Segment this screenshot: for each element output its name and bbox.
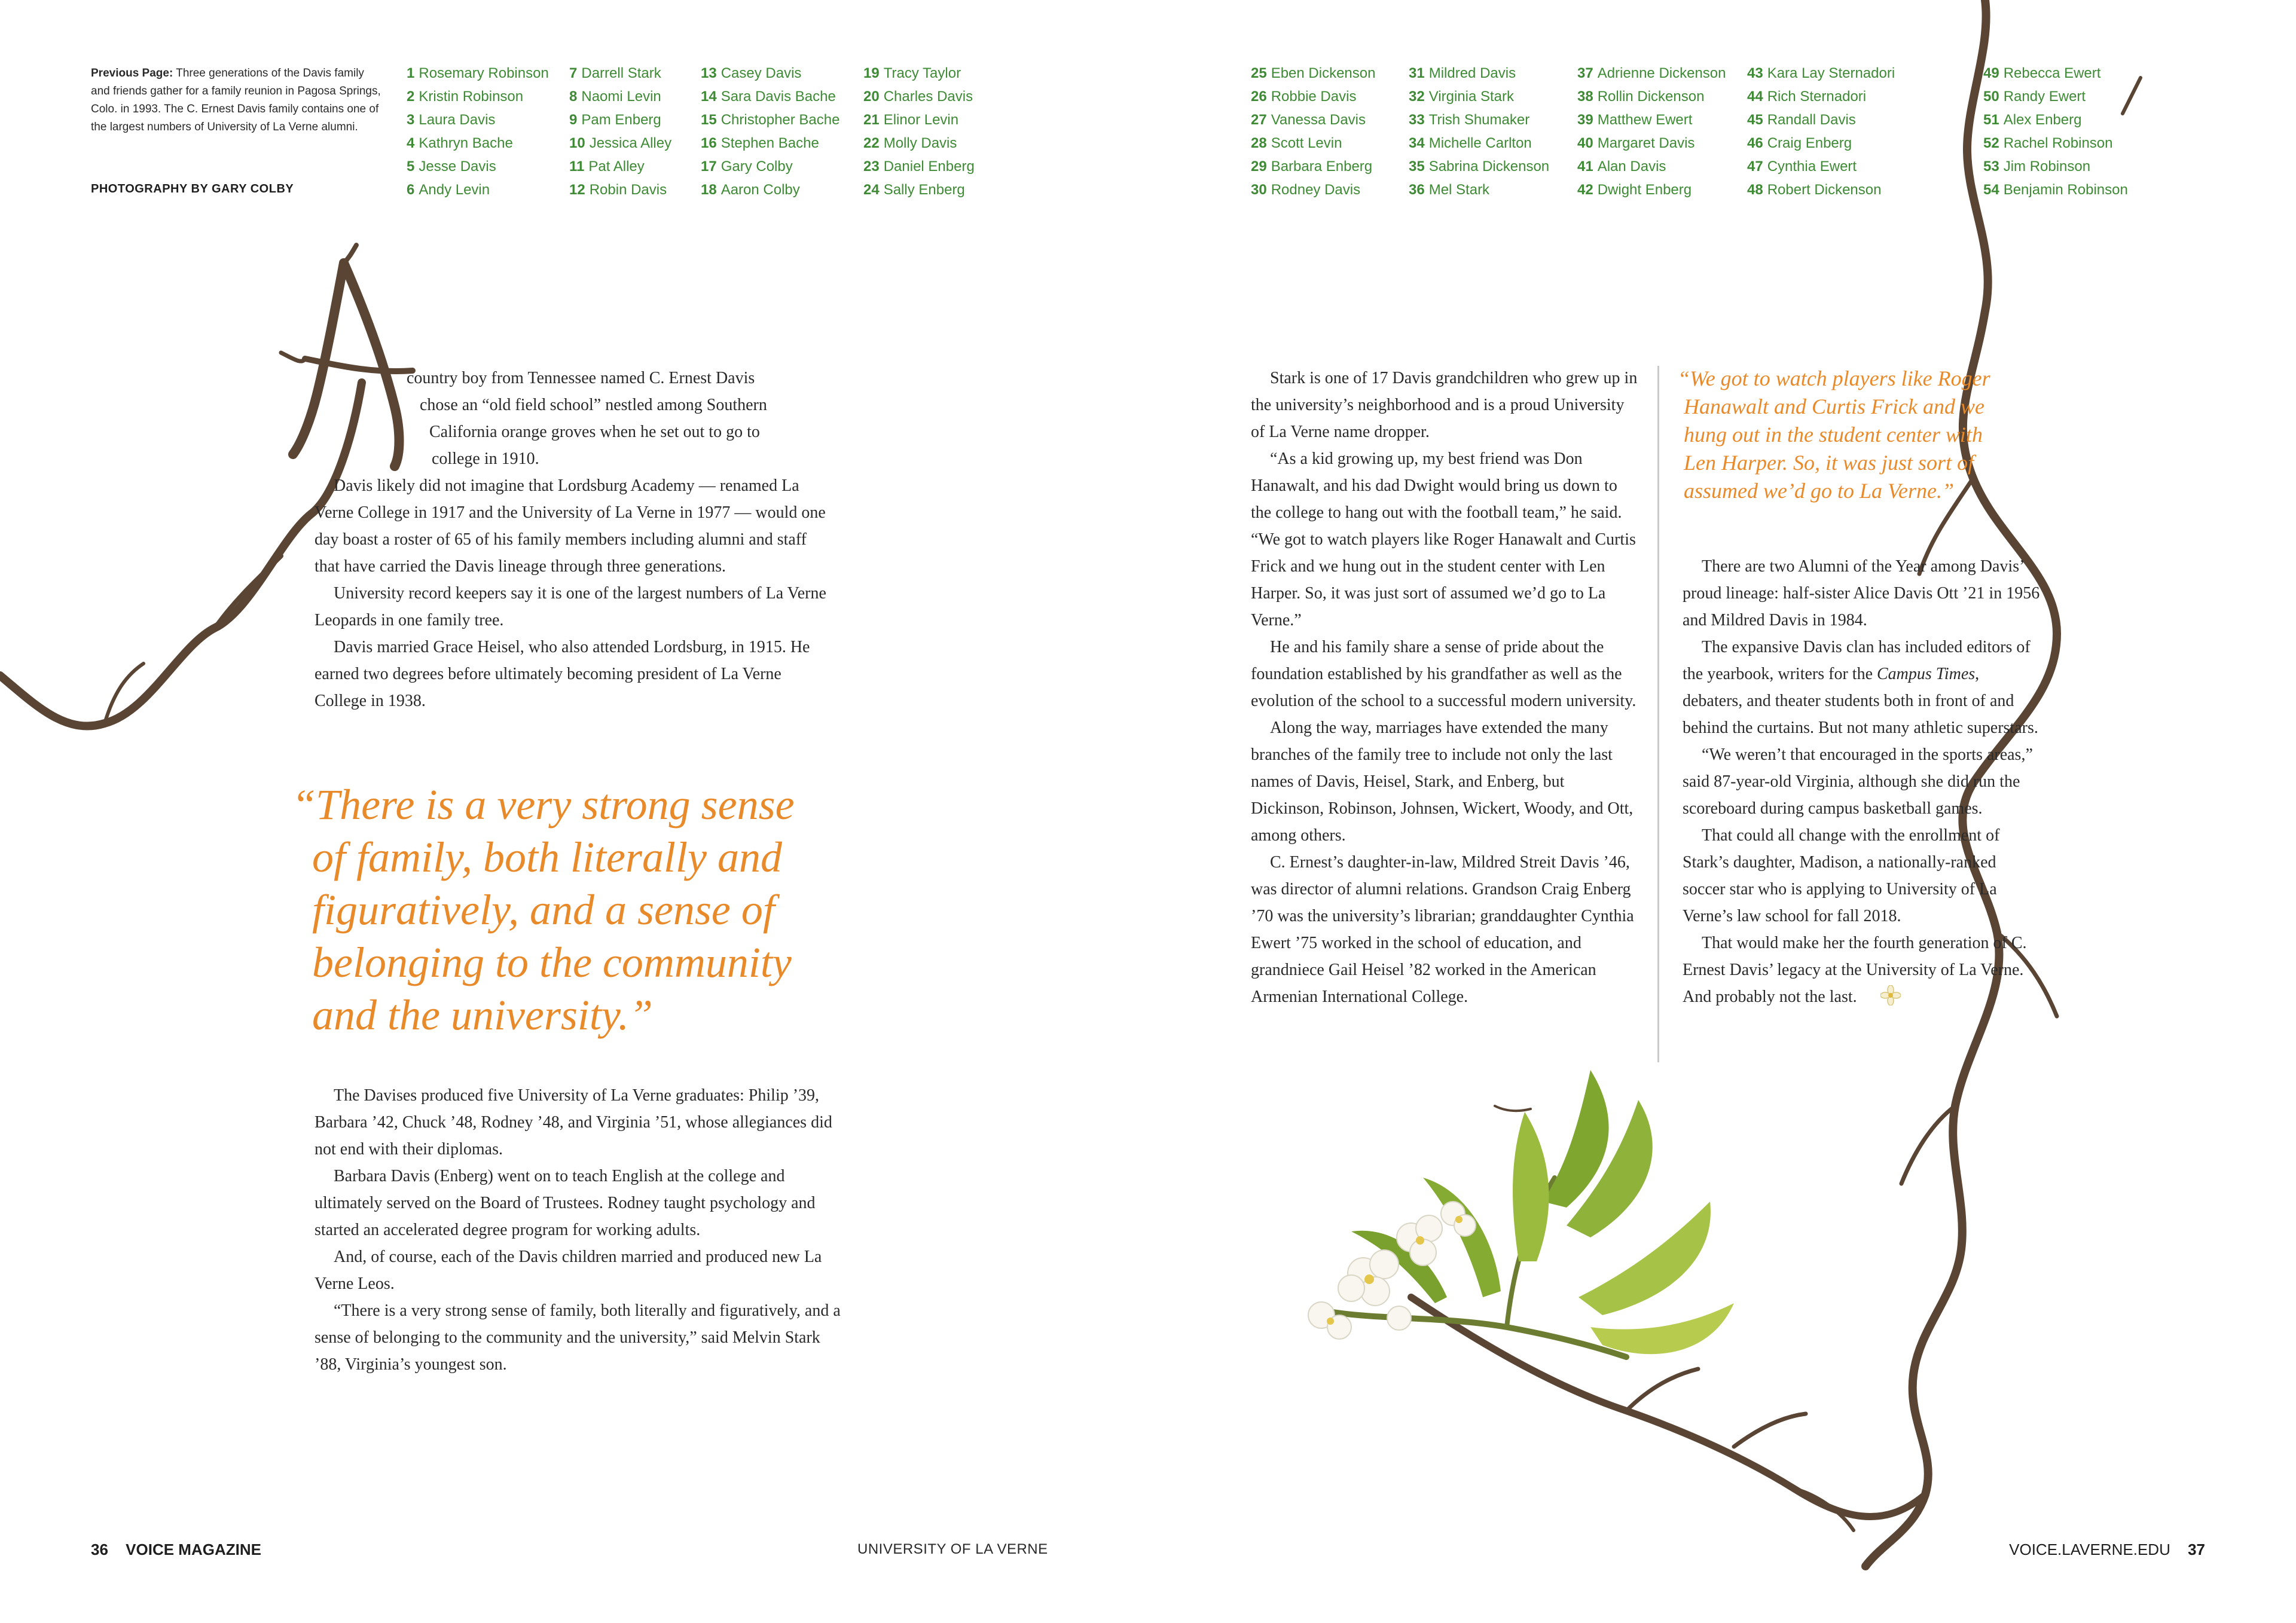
name-entry — [1983, 85, 2128, 108]
names-column — [569, 62, 671, 201]
name-number: 41 — [1577, 158, 1593, 175]
person-name: Sara Davis Bache — [720, 88, 836, 105]
person-name: Margaret Davis — [1597, 135, 1695, 151]
column-2 — [1251, 365, 1639, 1010]
end-mark-blossom-icon — [1861, 985, 1882, 1005]
name-entry — [863, 132, 975, 155]
name-entry — [569, 178, 671, 201]
name-number: 4 — [407, 135, 415, 151]
opening-line-1: country boy from Tennessee named C. Ernest Davis — [407, 369, 755, 387]
name-number: 48 — [1747, 182, 1763, 198]
name-number: 22 — [863, 135, 880, 151]
name-number: 19 — [863, 65, 880, 81]
name-number: 42 — [1577, 182, 1593, 198]
name-number: 3 — [407, 112, 415, 128]
name-number: 18 — [701, 182, 717, 198]
person-name: Sally Enberg — [883, 182, 965, 198]
person-name: Jessica Alley — [589, 135, 672, 151]
column-3 — [1683, 553, 2041, 1010]
name-number: 46 — [1747, 135, 1763, 151]
person-name: Mel Stark — [1428, 182, 1490, 198]
name-number: 49 — [1983, 65, 1999, 81]
pull-quote-line: assumed we’d go to La Verne.” — [1684, 479, 1954, 503]
name-number: 12 — [569, 182, 585, 198]
name-entry — [569, 108, 671, 132]
orange-blossom-illustration — [1256, 1046, 1746, 1429]
magazine-url: VOICE.LAVERNE.EDU — [2009, 1541, 2170, 1558]
opening-line-4: college in 1910. — [432, 450, 539, 468]
person-name: Vanessa Davis — [1271, 112, 1366, 128]
name-entry — [1983, 62, 2128, 85]
person-name: Trish Shumaker — [1428, 112, 1530, 128]
paragraph: Barbara Davis (Enberg) went on to teach English at the college and ultimately served on the Board of Trustees. Rodney taught psychology and started an accelerated degree program for working adults. — [315, 1167, 816, 1239]
name-number: 2 — [407, 88, 415, 105]
page-number-left: 36 — [91, 1541, 108, 1558]
name-entry — [863, 155, 975, 178]
person-name: Laura Davis — [419, 112, 496, 128]
person-name: Gary Colby — [720, 158, 793, 175]
pull-quote-line: figuratively, and a sense of — [312, 886, 775, 934]
name-number: 36 — [1409, 182, 1425, 198]
person-name: Randy Ewert — [2003, 88, 2086, 105]
name-number: 7 — [569, 65, 578, 81]
person-name: Kara Lay Sternadori — [1767, 65, 1895, 81]
name-entry — [1747, 85, 1895, 108]
person-name: Sabrina Dickenson — [1428, 158, 1550, 175]
name-entry — [863, 178, 975, 201]
pull-quote-large — [292, 778, 949, 1041]
pull-quote-line: and the university.” — [312, 991, 653, 1039]
name-number: 15 — [701, 112, 717, 128]
name-entry — [701, 155, 839, 178]
person-name: Virginia Stark — [1428, 88, 1514, 105]
name-entry — [569, 62, 671, 85]
person-name: Rachel Robinson — [2003, 135, 2113, 151]
name-entry — [1409, 132, 1549, 155]
person-name: Charles Davis — [883, 88, 973, 105]
person-name: Robert Dickenson — [1767, 182, 1882, 198]
name-entry — [1409, 62, 1549, 85]
name-entry — [1577, 108, 1726, 132]
name-number: 20 — [863, 88, 880, 105]
person-name: Elinor Levin — [883, 112, 959, 128]
names-column — [1747, 62, 1895, 201]
person-name: Cynthia Ewert — [1767, 158, 1857, 175]
publication-title: Campus Times — [1877, 665, 1976, 683]
person-name: Alan Davis — [1597, 158, 1666, 175]
name-number: 13 — [701, 65, 717, 81]
name-entry — [1983, 132, 2128, 155]
paragraph: “We weren’t that encouraged in the sports areas,” said 87-year-old Virginia, although she did run the scoreboard during campus basketball games. — [1683, 745, 2033, 818]
name-entry — [1577, 85, 1726, 108]
person-name: Craig Enberg — [1767, 135, 1852, 151]
name-number: 37 — [1577, 65, 1593, 81]
name-number: 23 — [863, 158, 880, 175]
name-number: 38 — [1577, 88, 1593, 105]
name-entry — [1251, 62, 1375, 85]
person-name: Mildred Davis — [1428, 65, 1516, 81]
names-column — [1577, 62, 1726, 201]
pull-quote-line: Hanawalt and Curtis Frick and we — [1684, 395, 1984, 418]
person-name: Dwight Enberg — [1597, 182, 1692, 198]
names-column — [1409, 62, 1549, 201]
name-entry — [1251, 108, 1375, 132]
name-entry — [1747, 155, 1895, 178]
person-name: Adrienne Dickenson — [1597, 65, 1726, 81]
name-entry — [407, 178, 549, 201]
person-name: Randall Davis — [1767, 112, 1856, 128]
name-entry — [407, 155, 549, 178]
name-entry — [1983, 155, 2128, 178]
name-number: 50 — [1983, 88, 1999, 105]
magazine-title: VOICE MAGAZINE — [126, 1541, 261, 1558]
name-entry — [1251, 132, 1375, 155]
name-number: 45 — [1747, 112, 1763, 128]
name-number: 33 — [1409, 112, 1425, 128]
name-number: 32 — [1409, 88, 1425, 105]
person-name: Kathryn Bache — [419, 135, 513, 151]
name-entry — [569, 155, 671, 178]
person-name: Darrell Stark — [581, 65, 661, 81]
name-entry — [1251, 155, 1375, 178]
person-name: Scott Levin — [1271, 135, 1342, 151]
name-number: 39 — [1577, 112, 1593, 128]
name-entry — [407, 85, 549, 108]
person-name: Molly Davis — [883, 135, 957, 151]
name-entry — [1577, 62, 1726, 85]
person-name: Jim Robinson — [2003, 158, 2091, 175]
name-entry — [1577, 132, 1726, 155]
name-entry — [701, 132, 839, 155]
person-name: Matthew Ewert — [1597, 112, 1693, 128]
person-name: Stephen Bache — [720, 135, 819, 151]
pull-quote-line: hung out in the student center with — [1684, 423, 1983, 447]
person-name: Robbie Davis — [1271, 88, 1357, 105]
paragraph: C. Ernest’s daughter-in-law, Mildred Streit Davis ’46, was director of alumni relations. Grandson Craig Enberg ’70 was the university’s librarian; granddaughter Cynthia Ewert ’75 worked in the school of education, and grandniece Gail Heisel ’82 worked in the American Armenian International College. — [1251, 853, 1634, 1006]
text-run: The expansive Davis clan has included editors of the yearbook, writers for the — [1683, 638, 2031, 683]
name-number: 1 — [407, 65, 415, 81]
name-entry — [1409, 85, 1549, 108]
paragraph: Along the way, marriages have extended the many branches of the family tree to include not only the last names of Davis, Heisel, Stark, and Enberg, but Dickinson, Robinson, Johnsen, Wickert, Woody, and Ott, among others. — [1251, 719, 1634, 845]
name-number: 40 — [1577, 135, 1593, 151]
person-name: Robin Davis — [589, 182, 667, 198]
paragraph: And, of course, each of the Davis children married and produced new La Verne Leos. — [315, 1248, 822, 1293]
name-number: 14 — [701, 88, 717, 105]
person-name: Rodney Davis — [1271, 182, 1361, 198]
person-name: Christopher Bache — [720, 112, 840, 128]
caption-lead: Previous Page: — [91, 67, 173, 80]
name-entry — [1409, 108, 1549, 132]
page-number-right: 37 — [2188, 1541, 2205, 1558]
pull-quote-line: “There is a very strong sense — [292, 781, 795, 829]
name-entry — [1747, 132, 1895, 155]
name-entry — [1409, 155, 1549, 178]
name-entry — [701, 62, 839, 85]
name-number: 16 — [701, 135, 717, 151]
person-name: Aaron Colby — [720, 182, 800, 198]
paragraph: University record keepers say it is one of the largest numbers of La Verne Leopards in one family tree. — [315, 584, 826, 629]
name-entry — [1577, 155, 1726, 178]
person-name: Michelle Carlton — [1428, 135, 1532, 151]
name-entry — [407, 108, 549, 132]
name-number: 10 — [569, 135, 585, 151]
name-entry — [1747, 178, 1895, 201]
name-entry — [863, 108, 975, 132]
person-name: Jesse Davis — [419, 158, 496, 175]
name-number: 24 — [863, 182, 880, 198]
paragraph: “There is a very strong sense of family, both literally and figuratively, and a sense of belonging to the community and the university,” said Melvin Stark ’88, Virginia’s youngest son. — [315, 1301, 841, 1374]
name-entry — [701, 85, 839, 108]
person-name: Tracy Taylor — [883, 65, 961, 81]
name-number: 31 — [1409, 65, 1425, 81]
pull-quote-small — [1678, 365, 2060, 505]
opening-line-3: California orange groves when he set out to go to — [429, 423, 760, 441]
name-number: 8 — [569, 88, 578, 105]
name-number: 43 — [1747, 65, 1763, 81]
name-number: 11 — [569, 158, 585, 175]
name-entry — [701, 108, 839, 132]
person-name: Pam Enberg — [581, 112, 661, 128]
person-name: Daniel Enberg — [883, 158, 975, 175]
name-number: 44 — [1747, 88, 1763, 105]
name-number: 25 — [1251, 65, 1267, 81]
column-divider — [1657, 366, 1659, 1062]
person-name: Rich Sternadori — [1767, 88, 1867, 105]
person-name: Alex Enberg — [2003, 112, 2082, 128]
name-entry — [863, 85, 975, 108]
name-number: 27 — [1251, 112, 1267, 128]
name-number: 34 — [1409, 135, 1425, 151]
paragraph: The Davises produced five University of La Verne graduates: Philip ’39, Barbara ’42, Chuck ’48, Rodney ’48, and Virginia ’51, whose allegiances did not end with their diplomas. — [315, 1086, 832, 1159]
footer-center: UNIVERSITY OF LA VERNE — [857, 1541, 1048, 1557]
name-number: 54 — [1983, 182, 1999, 198]
names-column — [701, 62, 839, 201]
person-name: Casey Davis — [720, 65, 802, 81]
person-name: Barbara Enberg — [1271, 158, 1373, 175]
name-entry — [569, 132, 671, 155]
name-entry — [1251, 178, 1375, 201]
person-name: Eben Dickenson — [1271, 65, 1376, 81]
name-number: 35 — [1409, 158, 1425, 175]
name-number: 5 — [407, 158, 415, 175]
name-number: 21 — [863, 112, 880, 128]
photo-credit: PHOTOGRAPHY BY GARY COLBY — [91, 182, 294, 195]
person-name: Pat Alley — [588, 158, 645, 175]
name-number: 52 — [1983, 135, 1999, 151]
paragraph — [1683, 634, 2041, 741]
name-number: 51 — [1983, 112, 1999, 128]
pull-quote-line: belonging to the community — [312, 939, 792, 986]
name-entry — [1747, 108, 1895, 132]
name-entry — [407, 132, 549, 155]
name-entry — [1747, 62, 1895, 85]
paragraph: Davis likely did not imagine that Lordsburg Academy — renamed La Verne College in 1917 and the University of La Verne in 1977 — would one day boast a roster of 65 of his family members including alumni and staff that have carried the Davis lineage through three generations. — [315, 476, 826, 576]
paragraph: “As a kid growing up, my best friend was Don Hanawalt, and his dad Dwight would bring us down to the college to hang out with the football team,” he said. “We got to watch players like Roger Hanawalt and Curtis Frick and we hung out in the student center with Len Harper. So, it was just sort of assumed we’d go to La Verne.” — [1251, 450, 1636, 629]
person-name: Kristin Robinson — [419, 88, 524, 105]
names-column — [1251, 62, 1375, 201]
paragraph — [1683, 930, 2041, 1010]
name-number: 17 — [701, 158, 717, 175]
name-number: 9 — [569, 112, 578, 128]
name-number: 47 — [1747, 158, 1763, 175]
column-1-top — [315, 472, 831, 714]
person-name: Andy Levin — [419, 182, 490, 198]
name-entry — [1577, 178, 1726, 201]
footer-left — [91, 1541, 261, 1559]
pull-quote-line: of family, both literally and — [312, 833, 782, 881]
photo-caption — [91, 65, 384, 136]
paragraph: Davis married Grace Heisel, who also attended Lordsburg, in 1915. He earned two degrees before ultimately becoming president of La Verne College in 1938. — [315, 638, 810, 710]
name-number: 29 — [1251, 158, 1267, 175]
paragraph: There are two Alumni of the Year among Davis’ proud lineage: half-sister Alice Davis Ott ’21 in 1956 and Mildred Davis in 1984. — [1683, 557, 2040, 629]
name-entry — [863, 62, 975, 85]
name-number: 26 — [1251, 88, 1267, 105]
person-name: Naomi Levin — [581, 88, 661, 105]
pull-quote-line: Len Harper. So, it was just sort of — [1684, 451, 1974, 475]
caption-text: Three generations of the Davis family and friends gather for a family reunion in Pagosa Springs, Colo. in 1993. The C. Ernest Davis family contains one of the largest numbers of University of La Verne alumni. — [91, 67, 381, 133]
name-entry — [1983, 178, 2128, 201]
names-column — [407, 62, 549, 201]
text-run: That would make her the fourth generation of C. Ernest Davis’ legacy at the University of La Verne. And probably not the last. — [1683, 934, 2027, 1006]
pull-quote-line: “We got to watch players like Roger — [1678, 366, 1990, 390]
footer-right — [2009, 1541, 2205, 1559]
opening-line-2: chose an “old field school” nestled among Southern — [420, 396, 767, 414]
person-name: Rosemary Robinson — [419, 65, 549, 81]
name-entry — [1409, 178, 1549, 201]
paragraph: He and his family share a sense of pride about the foundation established by his grandfather as well as the evolution of the school to a successful modern university. — [1251, 638, 1636, 710]
person-name: Benjamin Robinson — [2003, 182, 2128, 198]
column-1-bottom — [315, 1082, 841, 1378]
name-number: 6 — [407, 182, 415, 198]
paragraph: Stark is one of 17 Davis grandchildren who grew up in the university’s neighborhood and is a proud University of La Verne name dropper. — [1251, 369, 1638, 441]
name-number: 28 — [1251, 135, 1267, 151]
paragraph: That could all change with the enrollment of Stark’s daughter, Madison, a nationally-ranked soccer star who is applying to University of La Verne’s law school for fall 2018. — [1683, 826, 2000, 925]
name-entry — [1251, 85, 1375, 108]
name-number: 53 — [1983, 158, 1999, 175]
name-entry — [407, 62, 549, 85]
person-name: Rebecca Ewert — [2003, 65, 2101, 81]
names-column — [863, 62, 975, 201]
name-entry — [569, 85, 671, 108]
name-number: 30 — [1251, 182, 1267, 198]
name-entry — [1983, 108, 2128, 132]
text-run: , debaters, and theater students both in front of and behind the curtains. But not many athletic superstars. — [1683, 665, 2038, 737]
person-name: Rollin Dickenson — [1597, 88, 1705, 105]
name-entry — [701, 178, 839, 201]
names-column — [1983, 62, 2128, 201]
